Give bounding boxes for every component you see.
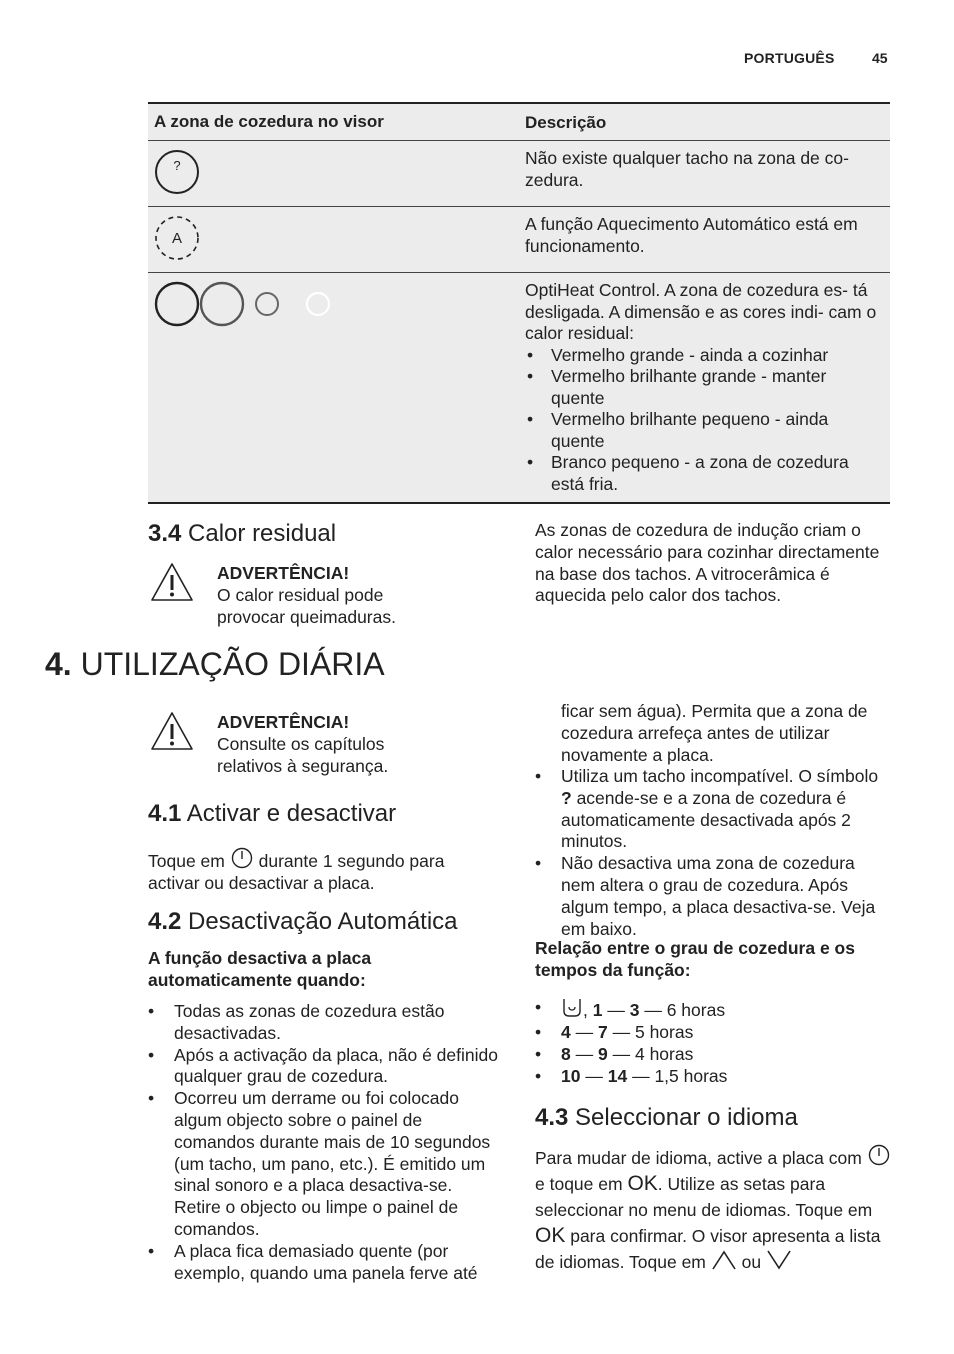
section-title: Seleccionar o idioma bbox=[575, 1104, 798, 1131]
warning-title: ADVERTÊNCIA! bbox=[217, 712, 350, 732]
page-number: 45 bbox=[872, 50, 888, 66]
auto-heat-symbol-icon bbox=[154, 215, 200, 261]
table-header-description: Descrição bbox=[525, 113, 607, 132]
section-4-2-heading bbox=[148, 908, 458, 936]
table-header-row bbox=[148, 104, 890, 140]
table-row bbox=[148, 272, 890, 502]
header-language: PORTUGUÊS bbox=[744, 50, 835, 66]
list-item: • Utiliza um tacho incompatível. O símbolo ? acende-se e a zona de cozedura é automaticamente desactivada após 2 minutos. bbox=[535, 766, 891, 853]
list-item: • 10 — 14 — 1,5 horas bbox=[535, 1065, 891, 1087]
symbol-a: A bbox=[171, 230, 183, 247]
section-3-4-heading bbox=[148, 520, 336, 548]
table-row bbox=[148, 140, 890, 206]
section-4-1-heading bbox=[148, 800, 396, 828]
chapter-number: 4. bbox=[45, 646, 72, 682]
chapter-title: UTILIZAÇÃO DIÁRIA bbox=[80, 646, 385, 682]
arrow-down-icon bbox=[766, 1249, 792, 1271]
table-row bbox=[148, 206, 890, 272]
row-description: Não existe qualquer tacho na zona de co- zedura. bbox=[525, 148, 849, 190]
section-number: 4.1 bbox=[148, 800, 182, 827]
on-off-text bbox=[148, 846, 493, 895]
power-icon bbox=[230, 846, 254, 870]
list-item: • Após a activação da placa, não é definido qualquer grau de cozedura. bbox=[148, 1045, 503, 1089]
list-item: • Vermelho brilhante pequeno - ainda quente bbox=[525, 409, 881, 452]
list-item: • Não desactiva uma zona de cozedura nem altera o grau de cozedura. Após algum tempo, a placa desactiva-se. Veja em baixo. bbox=[535, 853, 891, 940]
auto-off-lead: A função desactiva a placa automaticamente quando: bbox=[148, 948, 372, 990]
list-item: • Todas as zonas de cozedura estão desactivadas. bbox=[148, 1001, 503, 1045]
symbol-question: ? bbox=[173, 158, 181, 173]
section-title: Desactivação Automática bbox=[188, 908, 458, 935]
keep-warm-icon bbox=[561, 996, 583, 1018]
residual-heat-list bbox=[525, 345, 881, 496]
list-item: • Ocorreu um derrame ou foi colocado algum objecto sobre o painel de comandos durante mais de 10 segundos (um tacho, um pano, etc.). É emitido um sinal sonoro e a placa desactiva-se. Retire o objecto ou limpe o painel de comandos. bbox=[148, 1088, 503, 1241]
no-pan-symbol-icon bbox=[154, 149, 200, 195]
row-description-optiheat bbox=[525, 280, 881, 495]
power-level-times-list bbox=[535, 996, 891, 1087]
warning-icon bbox=[150, 711, 194, 751]
list-item: • , 1 — 3 — 6 horas bbox=[535, 996, 891, 1021]
warning-residual-heat bbox=[217, 563, 447, 628]
row-description: A função Aquecimento Automático está em funcionamento. bbox=[525, 214, 858, 256]
power-icon bbox=[867, 1143, 891, 1167]
arrow-up-icon bbox=[711, 1249, 737, 1271]
text-fragment: Toque em bbox=[148, 851, 225, 871]
list-item: • Branco pequeno - a zona de cozedura está fria. bbox=[525, 452, 881, 495]
optiheat-text: OptiHeat Control. A zona de cozedura es- tá desligada. A dimensão e as cores indi- cam o calor residual: bbox=[525, 280, 877, 343]
list-item: • 4 — 7 — 5 horas bbox=[535, 1021, 891, 1043]
section-title: Calor residual bbox=[188, 520, 337, 547]
cooking-zone-table bbox=[148, 102, 890, 504]
list-item: • 8 — 9 — 4 horas bbox=[535, 1043, 891, 1065]
section-number: 3.4 bbox=[148, 520, 182, 547]
relation-title: Relação entre o grau de cozedura e os tempos da função: bbox=[535, 938, 855, 980]
list-item: • Vermelho brilhante grande - manter quente bbox=[525, 366, 881, 409]
language-text: Para mudar de idioma, active a placa com e toque em OK. Utilize as setas para seleccionar no menu de idiomas. Toque em OK para confirmar. O visor apresenta a lista de idiomas. Toque em ou bbox=[535, 1143, 891, 1275]
chapter-4-heading bbox=[45, 646, 385, 683]
section-4-3-heading bbox=[535, 1104, 798, 1132]
warning-icon bbox=[150, 562, 194, 602]
list-item: • A placa fica demasiado quente (por exemplo, quando uma panela ferve até bbox=[148, 1241, 503, 1285]
ok-symbol: OK bbox=[627, 1172, 658, 1195]
list-continuation: ficar sem água). Permita que a zona de cozedura arrefeça antes de utilizar novamente a placa. bbox=[561, 701, 868, 765]
table-header-zone: A zona de cozedura no visor bbox=[154, 112, 384, 131]
warning-text: O calor residual pode provocar queimaduras. bbox=[217, 584, 396, 627]
induction-text: As zonas de cozedura de indução criam o calor necessário para cozinhar directamente na base dos tachos. A vitrocerâmica é aquecida pelo calor dos tachos. bbox=[535, 520, 880, 606]
section-number: 4.3 bbox=[535, 1104, 569, 1131]
ok-symbol: OK bbox=[535, 1224, 566, 1247]
warning-text: Consulte os capítulos relativos à segurança. bbox=[217, 733, 389, 776]
section-number: 4.2 bbox=[148, 908, 182, 935]
warning-safety bbox=[217, 712, 447, 777]
warning-title: ADVERTÊNCIA! bbox=[217, 563, 350, 583]
auto-off-list-continued bbox=[535, 766, 891, 940]
residual-heat-symbols-icon bbox=[154, 281, 344, 329]
list-item: • Vermelho grande - ainda a cozinhar bbox=[525, 345, 881, 367]
no-pan-symbol: ? bbox=[561, 787, 572, 808]
auto-off-list bbox=[148, 1001, 503, 1284]
section-title: Activar e desactivar bbox=[186, 800, 397, 827]
text-fragment: durante 1 segundo para activar ou desactivar a placa. bbox=[148, 851, 445, 893]
